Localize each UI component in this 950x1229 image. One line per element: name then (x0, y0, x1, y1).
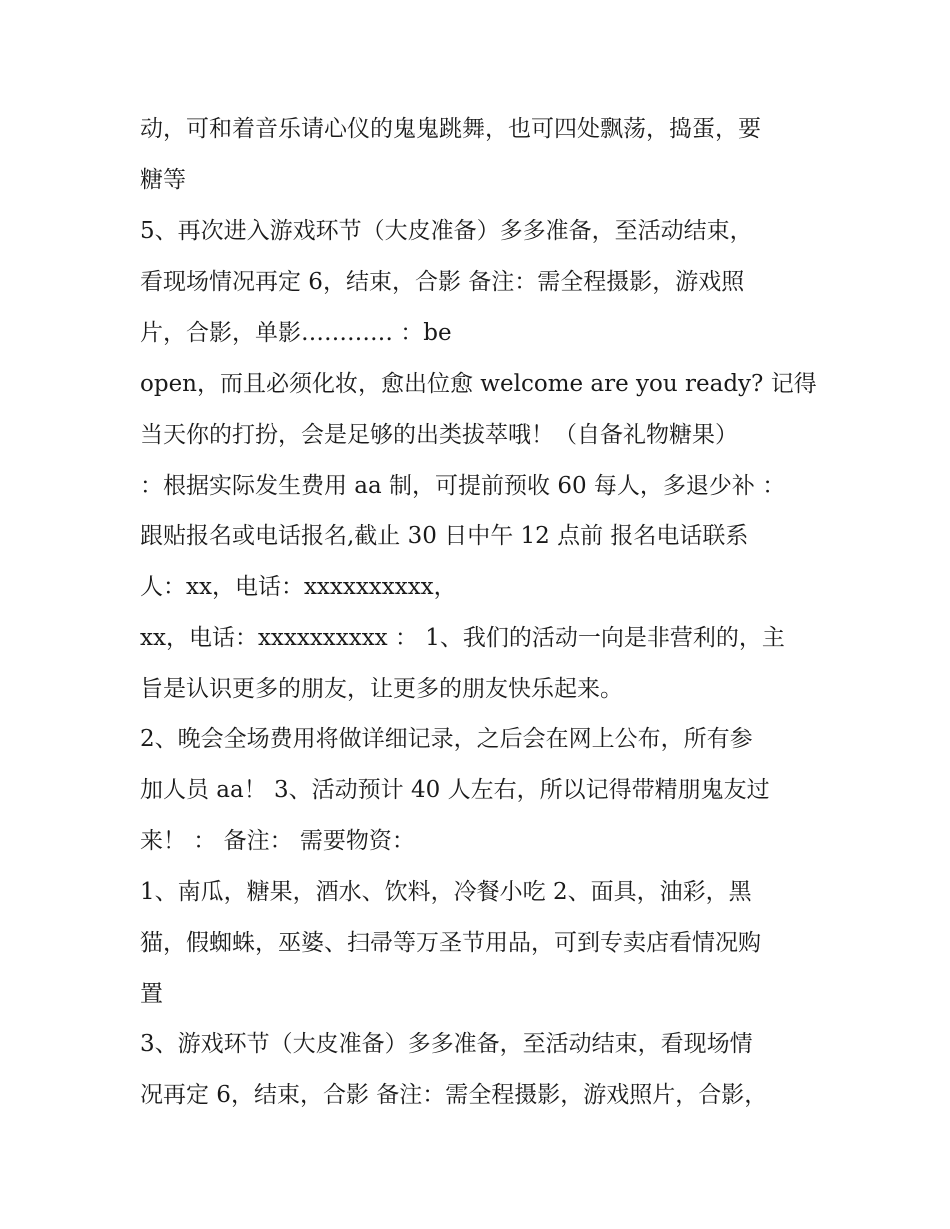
text-line: 来！ ： 备注： 需要物资： (140, 828, 415, 854)
text-line: xx，电话：xxxxxxxxxx ： 1、我们的活动一向是非营利的，主 (140, 625, 785, 651)
text-line: open，而且必须化妆，愈出位愈 welcome are you ready? 记得 (140, 371, 817, 397)
text-line: 3、游戏环节（大皮准备）多多准备，至活动结束，看现场情 (140, 1031, 753, 1057)
text-line: 糖等 (140, 167, 186, 193)
text-line: 人：xx，电话：xxxxxxxxxx， (140, 574, 457, 600)
text-line: 况再定 6，结束，合影 备注：需全程摄影，游戏照片，合影， (140, 1082, 768, 1108)
text-line: 看现场情况再定 6，结束，合影 备注：需全程摄影，游戏照 (140, 269, 745, 295)
text-line: 置 (140, 981, 163, 1007)
text-line: 旨是认识更多的朋友，让更多的朋友快乐起来。 (140, 676, 623, 702)
text-line: 猫，假蜘蛛，巫婆、扫帚等万圣节用品，可到专卖店看情况购 (140, 930, 761, 956)
text-line: 当天你的打扮，会是足够的出类拔萃哦！（自备礼物糖果） (140, 422, 738, 448)
text-line: 2、晚会全场费用将做详细记录，之后会在网上公布，所有参 (140, 726, 753, 752)
text-line: 5、再次进入游戏环节（大皮准备）多多准备，至活动结束， (140, 218, 753, 244)
text-line: 片，合影，单影………… ：be (140, 320, 452, 346)
text-line: 动，可和着音乐请心仪的鬼鬼跳舞，也可四处飘荡，捣蛋，要 (140, 116, 761, 142)
text-line: 跟贴报名或电话报名,截止 30 日中午 12 点前 报名电话联系 (140, 523, 749, 549)
text-line: 加人员 aa！ 3、活动预计 40 人左右，所以记得带精朋鬼友过 (140, 777, 770, 803)
text-line: 1、南瓜，糖果，酒水、饮料，冷餐小吃 2、面具，油彩，黑 (140, 879, 752, 905)
text-line: ：根据实际发生费用 aa 制，可提前预收 60 每人，多退少补 ： (140, 473, 786, 499)
